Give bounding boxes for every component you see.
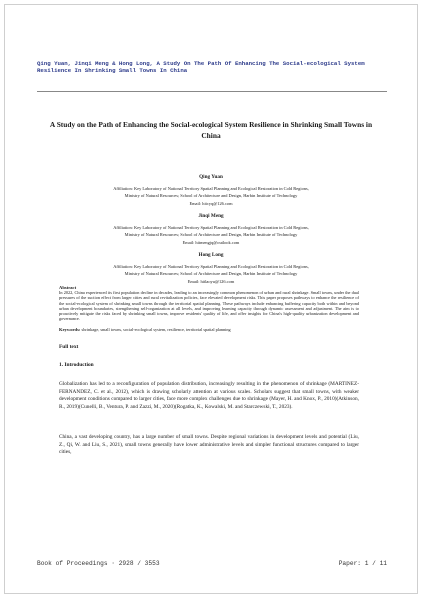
author-affiliation: Ministry of Natural Resources; School of Architecture and Design, Harbin Institute of Technology bbox=[124, 193, 298, 199]
abstract bbox=[59, 285, 359, 321]
author-email: Email: hitlaoyu@126.com bbox=[187, 278, 235, 284]
author-block-3 bbox=[41, 251, 381, 285]
footer-proceedings: Book of Proceedings · 2928 / 3553 bbox=[37, 560, 160, 567]
paper-page bbox=[4, 4, 418, 594]
author-email: Email: hitcyq@126.com bbox=[189, 200, 233, 206]
author-affiliation: Affiliation: Key Laboratory of National Territory Spatial Planning and Ecological Restoration in Cold Regions, bbox=[113, 264, 309, 269]
header-divider bbox=[37, 91, 387, 92]
keywords-text: shrinkage, small towns, social-ecological system, resilience, territorial spatial planning bbox=[81, 327, 231, 332]
author-name: Jinqi Meng bbox=[198, 213, 224, 219]
keywords-label: Keywords: bbox=[59, 327, 81, 332]
fulltext-label: Full text bbox=[59, 344, 79, 350]
footer-page-number: Paper: 1 / 11 bbox=[338, 560, 387, 567]
author-affiliation: Affiliation: Key Laboratory of National Territory Spatial Planning and Ecological Restoration in Cold Regions, bbox=[113, 225, 309, 230]
section-heading: 1. Introduction bbox=[59, 362, 94, 368]
abstract-label: Abstract bbox=[59, 285, 77, 290]
abstract-text: In 2022, China experienced its first population decline in decades, leading to an increasingly common phenomenon of urban and rural shrinkage. Small towns, under the dual pressures of the suction effect from larger cities and rural revitalization policies, face elevated development risks. This paper proposes pathways to enhance the resilience of the social-ecological system of shrinking small towns through the territorial spatial planning. These pathways include enhancing buffering capacity both within and beyond urban development boundaries, strengthening self-organization at all levels, and improving learning capacity through dynamic assessment and adjustment. The aim is to proactively mitigate the risks faced by shrinking small towns, improve residents' quality of life, and offer insights for China's high-quality urbanization development and governance. bbox=[59, 290, 359, 322]
author-affiliation: Ministry of Natural Resources; School of Architecture and Design, Harbin Institute of Technology bbox=[124, 232, 298, 238]
page-footer bbox=[37, 560, 387, 567]
body-paragraph: China, a vast developing country, has a large number of small towns. Despite regional variations in development levels and potential (Liu, Z., Qi, W. and Liu, S., 2021), small towns generally have lower administrative levels and simpler functional structures compared to larger cities, bbox=[59, 434, 359, 455]
running-head: Qing Yuan, Jinqi Meng & Hong Long, A Study On The Path Of Enhancing The Social-ecological System Resilience In Shrinking Small Towns In China bbox=[37, 60, 365, 74]
author-affiliation: Affiliation: Key Laboratory of National Territory Spatial Planning and Ecological Restoration in Cold Regions, bbox=[113, 186, 309, 191]
author-name: Hong Long bbox=[198, 252, 224, 258]
keywords bbox=[59, 327, 359, 332]
author-name: Qing Yuan bbox=[199, 174, 223, 180]
author-affiliation: Ministry of Natural Resources; School of Architecture and Design, Harbin Institute of Technology bbox=[124, 271, 298, 277]
paper-title: A Study on the Path of Enhancing the Social-ecological System Resilience in Shrinking Small Towns in China bbox=[49, 120, 373, 140]
author-block-2 bbox=[41, 212, 381, 246]
author-email: Email: hitmengjq@outlook.com bbox=[182, 239, 240, 245]
body-paragraph: Globalization has led to a reconfiguration of population distribution, increasingly resulting in the phenomenon of shrinkage (MARTINEZ-FERNANDEZ, C. et al., 2012), which is drawing scholarly attention at various scales. Scholars suggest that small towns, with weaker development conditions compared to larger cities, face more complex challenges due to shrinkage (Mayer, H. and Knox, P., 2010)(Atkinson, R., 2019)(Cunelli, B., Ventura, P. and Zazzi, M., 2020)(Rogatka, K., Kowalski, M. and Starczewski, T., 2023). bbox=[59, 381, 359, 410]
author-block-1 bbox=[41, 173, 381, 207]
